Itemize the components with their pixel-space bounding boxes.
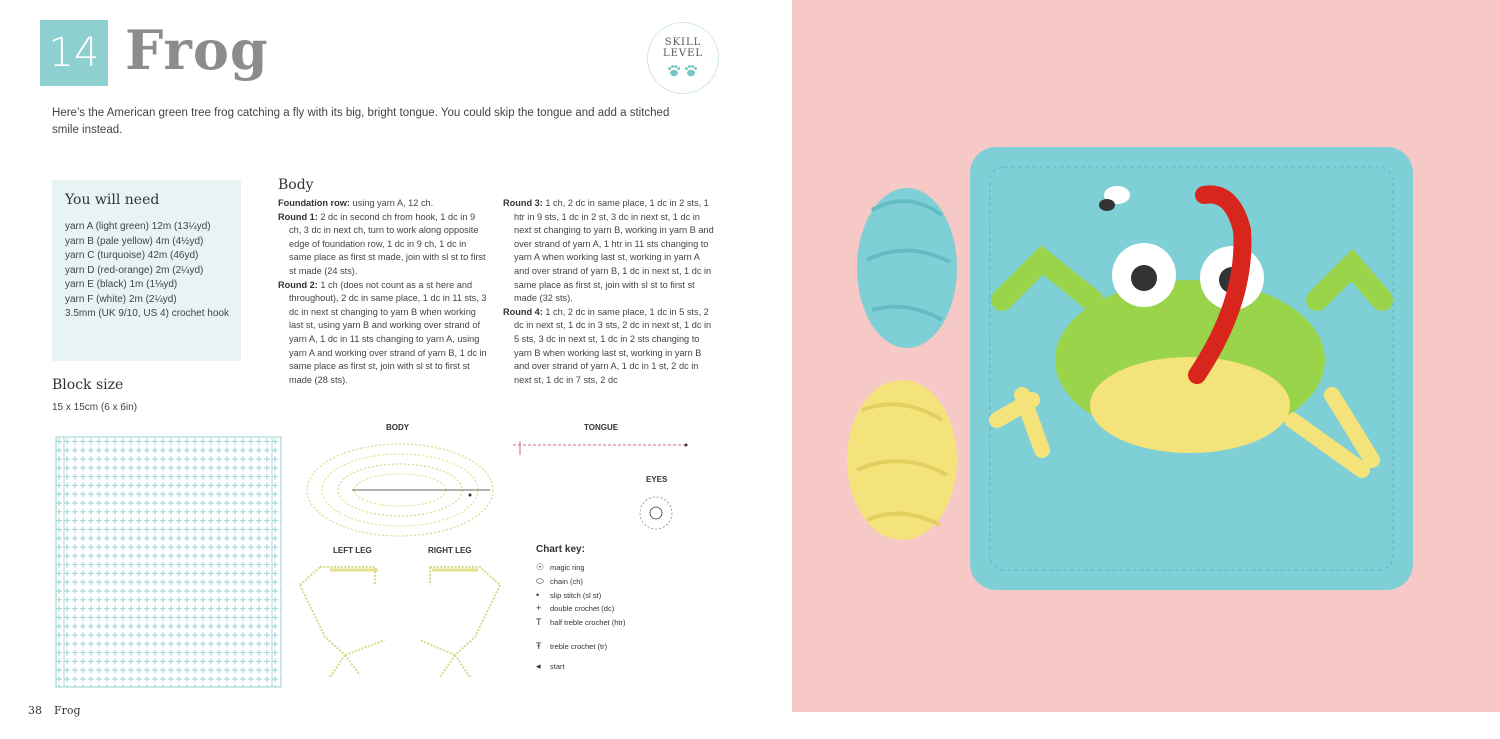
materials-list	[65, 220, 235, 322]
chart-key-item	[536, 661, 565, 672]
skill-level-badge	[647, 22, 719, 94]
round-3	[503, 197, 715, 306]
paw-icon	[648, 64, 718, 82]
yellow-yarn-skein	[847, 380, 957, 540]
block-chart	[56, 437, 281, 687]
chart-key-item	[536, 617, 625, 627]
foundation-row	[278, 197, 488, 211]
round-4-label: Round 4:	[503, 306, 543, 317]
crochet-square	[970, 147, 1413, 590]
materials-item: yarn B (pale yellow) 4m (4½yd)	[65, 235, 204, 247]
block-size-value: 15 x 15cm (6 x 6in)	[52, 402, 138, 413]
chart-key-item	[536, 562, 585, 573]
page-footer	[28, 704, 81, 717]
round-2	[278, 279, 488, 388]
materials-title: You will need	[65, 192, 160, 208]
crochet-charts	[0, 415, 790, 695]
chart-key-item	[536, 590, 601, 600]
magic-ring-icon: ☉	[536, 562, 545, 572]
round-2-text: 1 ch (does not count as a st here and throughout), 2 dc in same place, 1 dc in 11 sts, 3 dc in next st changing to yarn B when working last st, using yarn B and working over strand of yarn A, 1 dc in 11 sts changing to yarn A, using yarn A and working over strand of yarn B, 1 dc in same place as first st, join with sl st to first st made (28 sts).	[289, 279, 487, 385]
chart-key-label: start	[550, 662, 565, 671]
materials-box	[52, 180, 241, 361]
tongue-chart	[513, 423, 688, 455]
chart-key-item	[536, 576, 583, 587]
eyes-chart	[640, 475, 672, 529]
chart-key-item	[536, 603, 614, 613]
materials-item: yarn F (white) 2m (2¼yd)	[65, 293, 177, 305]
slip-stitch-icon: •	[536, 590, 540, 600]
left-leg-chart	[300, 546, 385, 677]
round-4	[503, 306, 715, 388]
skill-label-1: SKILL	[664, 37, 702, 48]
foundation-text: using yarn A, 12 ch.	[349, 198, 434, 208]
chart-key-title: Chart key:	[536, 544, 585, 555]
eyes-chart-label: EYES	[646, 475, 668, 484]
pattern-title: Frog	[125, 18, 269, 82]
body-chart	[307, 423, 493, 536]
body-chart-label: BODY	[386, 423, 410, 432]
chart-key-label: chain (ch)	[550, 577, 583, 586]
chart-key-label: treble crochet (tr)	[550, 642, 608, 651]
left-leg-chart-label: LEFT LEG	[333, 546, 372, 555]
chart-key-label: magic ring	[550, 563, 585, 572]
right-leg-chart-label: RIGHT LEG	[428, 546, 472, 555]
chart-key-item	[536, 641, 607, 651]
instructions-column-2	[503, 197, 715, 387]
foundation-label: Foundation row:	[278, 198, 350, 208]
chart-key-label: double crochet (dc)	[550, 604, 615, 613]
instructions-column-1	[278, 197, 488, 387]
intro-paragraph: Here’s the American green tree frog catching a fly with its big, bright tongue. You could skip the tongue and add a stitched smile instead.	[52, 107, 670, 136]
round-1-text: 2 dc in second ch from hook, 1 dc in 9 ch, 3 dc in next ch, turn to work along opposite edge of foundation row, 1 dc in 9 ch, 1 dc in same place as first st made, join with sl st to first st made (24 sts).	[289, 211, 486, 276]
footer-section: Frog	[54, 704, 81, 717]
skill-label-2: LEVEL	[662, 48, 704, 59]
treble-crochet-icon: Ŧ	[536, 641, 542, 651]
pattern-number-badge: 14	[40, 20, 108, 86]
materials-item: yarn C (turquoise) 42m (46yd)	[65, 250, 199, 261]
round-2-label: Round 2:	[278, 279, 318, 290]
right-leg-chart	[420, 546, 500, 677]
materials-item: yarn D (red-orange) 2m (2¼yd)	[65, 264, 204, 276]
chain-icon: ⬭	[536, 576, 544, 586]
turquoise-yarn-skein	[857, 188, 957, 348]
double-crochet-icon: +	[536, 603, 542, 613]
skill-level-text	[648, 37, 718, 59]
round-1	[278, 211, 488, 279]
photo-page	[792, 0, 1500, 712]
round-4-text: 1 ch, 2 dc in same place, 1 dc in 5 sts, 2 dc in next st, 1 dc in 3 sts, 2 dc in next st, 1 dc in 5 sts, 3 dc in next st, 1 dc in 2 sts changing to yarn B when working last st, working in yarn B and over strand of yarn A, 1 dc in 1 st, 2 dc in next st, 1 dc in 7 sts, 2 dc	[514, 306, 712, 385]
block-size-title: Block size	[52, 377, 124, 393]
round-1-label: Round 1:	[278, 211, 318, 222]
tongue-chart-label: TONGUE	[584, 423, 619, 432]
round-3-label: Round 3:	[503, 198, 543, 208]
chart-key-label: half treble crochet (htr)	[550, 618, 626, 627]
chart-key-label: slip stitch (sl st)	[550, 591, 602, 600]
materials-item: 3.5mm (UK 9/10, US 4) crochet hook	[65, 308, 229, 319]
materials-item: yarn A (light green) 12m (13¼yd)	[65, 221, 211, 232]
half-treble-crochet-icon: T	[536, 617, 542, 627]
frog-photo	[792, 0, 1500, 712]
page-number: 38	[28, 704, 42, 717]
start-arrow-icon: ◂	[536, 661, 541, 671]
body-section-title: Body	[278, 177, 314, 193]
round-3-text: 1 ch, 2 dc in same place, 1 dc in 2 sts, 1 htr in 9 sts, 1 dc in 2 st, 3 dc in next st, 1 dc in next st changing to yarn B, working in yarn B and over strand of yarn A, 1 htr in 11 sts changing to yarn A when working last st, working in yarn A and over strand of yarn B, 1 dc in next st, 1 dc in same place as first st, join with sl st to first st made (32 sts).	[514, 198, 714, 304]
materials-item: yarn E (black) 1m (1⅛yd)	[65, 279, 178, 290]
